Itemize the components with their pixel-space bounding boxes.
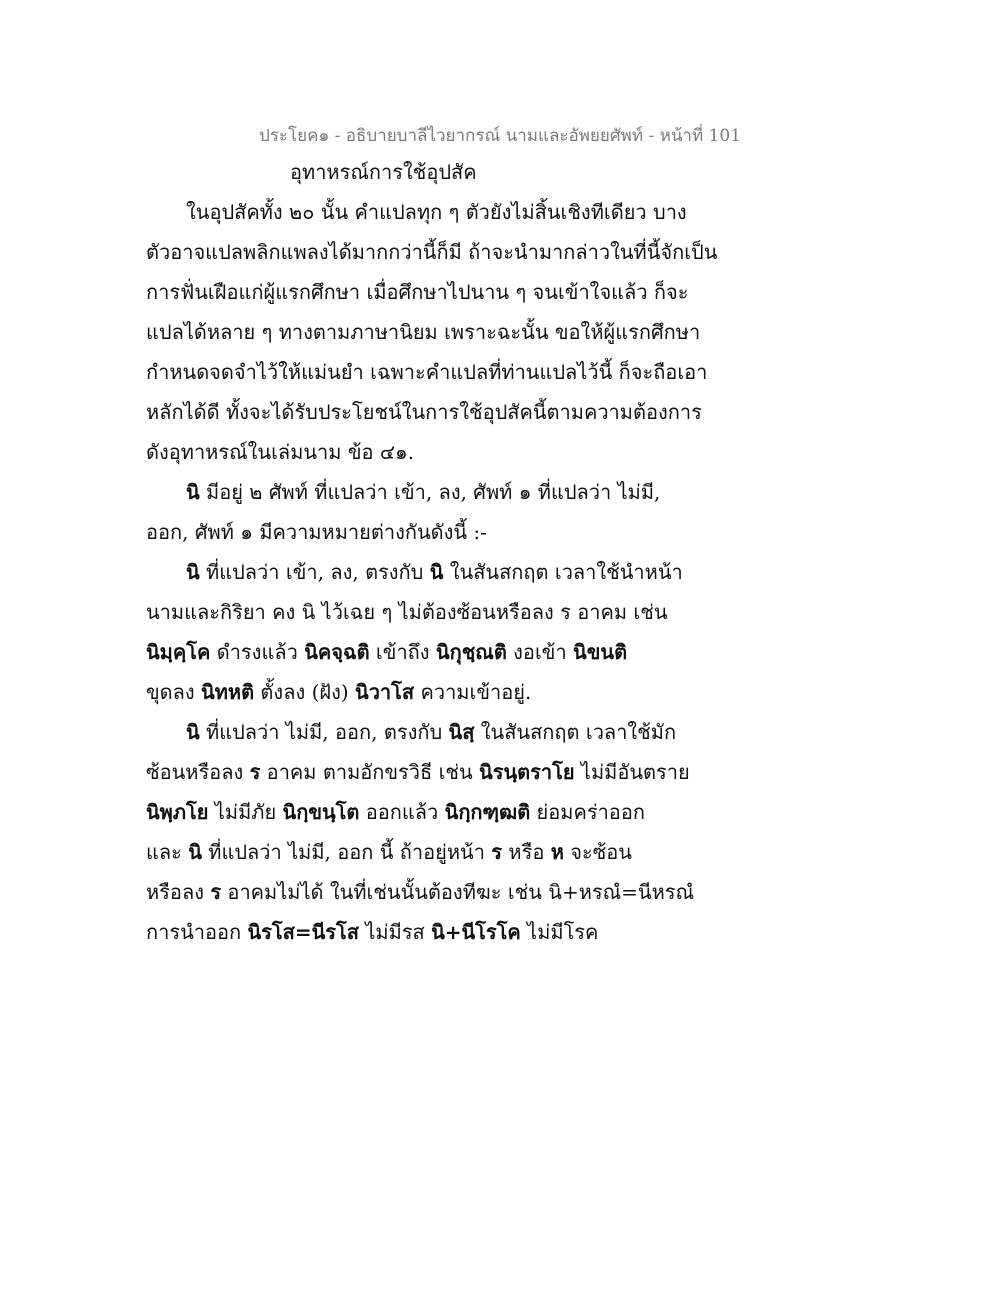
line-text: งอเข้า (506, 640, 574, 664)
paragraph-line: ออก, ศัพท์ ๑ มีความหมายต่างกันดังนี้ :- (146, 520, 487, 544)
pali-term: นิ (186, 480, 200, 504)
paragraph-line (146, 918, 598, 946)
line-text: ดำรงแล้ว (210, 640, 305, 664)
line-text: จะซ้อน (563, 840, 632, 864)
line-text: และ (146, 840, 189, 864)
page-header: ประโยค๑ - อธิบายบาลีไวยากรณ์ นามและอัพยยศัพท์ - หน้าที่ 101 (258, 126, 742, 146)
paragraph-line (146, 838, 632, 866)
paragraph-line (186, 718, 676, 746)
line-text: หรือลง (146, 880, 211, 904)
line-text: ตั้งลง (ฝัง) (254, 680, 356, 704)
line-text: ในสันสกฤต เวลาใช้นำหน้า (443, 560, 683, 584)
paragraph-line (146, 678, 531, 706)
line-text: ซ้อนหรือลง (146, 760, 250, 784)
pali-term: นิคจฺฉติ (304, 640, 370, 664)
paragraph-line: ตัวอาจแปลพลิกแพลงได้มากกว่านี้ก็มี ถ้าจะนำมากล่าวในที่นี้จักเป็น (146, 240, 718, 264)
line-text: ที่แปลว่า ไม่มี, ออก, ตรงกับ (199, 720, 449, 744)
paragraph-line (146, 878, 694, 906)
line-text: อาคม ตามอักขรวิธี เช่น (260, 760, 480, 784)
paragraph-line: ในอุปสัคทั้ง ๒๐ นั้น คำแปลทุก ๆ ตัวยังไม่สิ้นเชิงทีเดียว บาง (186, 200, 687, 224)
paragraph-line (186, 478, 660, 506)
line-text: ที่แปลว่า เข้า, ลง, ตรงกับ (199, 560, 430, 584)
paragraph-line: หลักได้ดี ทั้งจะได้รับประโยชน์ในการใช้อุปสัคนี้ตามความต้องการ (146, 400, 702, 424)
line-text: ขุดลง (146, 680, 202, 704)
pali-term: นิสฺ (448, 720, 475, 744)
line-text: ความเข้าอยู่. (414, 680, 532, 704)
line-text: ย่อมคร่าออก (530, 800, 645, 824)
line-text: ไม่มีภัย (208, 800, 283, 824)
pali-term: นิขนติ (573, 640, 628, 664)
paragraph-line (146, 798, 645, 826)
pali-term: นิ (186, 560, 200, 584)
pali-term: นิทหติ (201, 680, 255, 704)
line-text: ไม่มีรส (358, 920, 432, 944)
paragraph-line (146, 758, 690, 786)
pali-term: นิมฺคฺโค (146, 640, 211, 664)
paragraph-line: การฟั่นเฝือแก่ผู้แรกศึกษา เมื่อศึกษาไปนาน ๆ จนเข้าใจแล้ว ก็จะ (146, 280, 689, 304)
line-text: ในสันสกฤต เวลาใช้มัก (474, 720, 677, 744)
pali-term: นิ+นีโรโค (431, 920, 521, 944)
pali-term: นิกฺกฑฺฒติ (444, 800, 531, 824)
pali-term: ร (249, 760, 261, 784)
paragraph-line: แปลได้หลาย ๆ ทางตามภาษานิยม เพราะฉะนั้น ขอให้ผู้แรกศึกษา (146, 320, 701, 344)
paragraph-line: ดังอุทาหรณ์ในเล่มนาม ข้อ ๔๑. (146, 440, 415, 464)
line-text: อาคมไม่ได้ ในที่เช่นนั้นต้องทีฆะ เช่น นิ+หรณํ=นีหรณํ (221, 880, 695, 904)
line-text: ออกแล้ว (359, 800, 445, 824)
paragraph-line (146, 638, 627, 666)
line-text: การนำออก (146, 920, 248, 944)
pali-term: นิ (429, 560, 444, 584)
line-text: หรือ (502, 840, 551, 864)
line-text: เข้าถึง (369, 640, 436, 664)
pali-term: นิรนฺตราโย (479, 760, 575, 784)
line-text: มีอยู่ ๒ ศัพท์ ที่แปลว่า เข้า, ลง, ศัพท์ ๑ ที่แปลว่า ไม่มี, (199, 480, 661, 504)
pali-term: นิ (186, 720, 200, 744)
pali-term: นิกฺขนฺโต (282, 800, 360, 824)
pali-term: นิ (188, 840, 202, 864)
pali-term: ร (491, 840, 503, 864)
paragraph-line (186, 558, 683, 586)
pali-term: ร (210, 880, 222, 904)
section-title: อุทาหรณ์การใช้อุปสัค (290, 160, 477, 184)
pali-term: ห (550, 840, 564, 864)
line-text: ไม่มีโรค (520, 920, 599, 944)
pali-term: นิพฺภโย (146, 800, 209, 824)
pali-term: นิกุชฺณติ (435, 640, 507, 664)
pali-term: นิรโส=นีรโส (247, 920, 359, 944)
paragraph-line: นามและกิริยา คง นิ ไว้เฉย ๆ ไม่ต้องซ้อนหรือลง ร อาคม เช่น (146, 600, 668, 624)
paragraph-line: กำหนดจดจำไว้ให้แม่นยำ เฉพาะคำแปลที่ท่านแปลไว้นี้ ก็จะถือเอา (146, 360, 708, 384)
line-text: ไม่มีอันตราย (574, 760, 690, 784)
line-text: ที่แปลว่า ไม่มี, ออก นี้ ถ้าอยู่หน้า (201, 840, 492, 864)
pali-term: นิวาโส (355, 680, 415, 704)
